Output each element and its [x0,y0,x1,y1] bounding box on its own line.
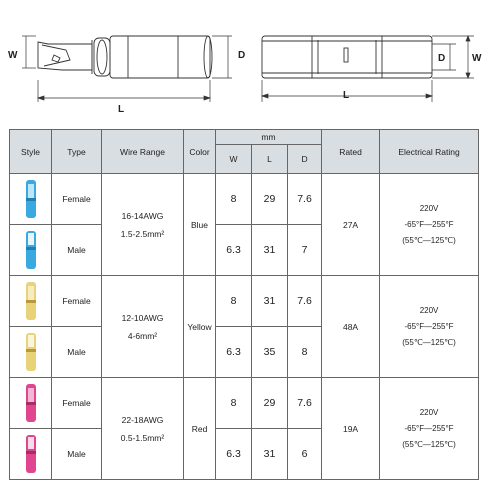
temp-c-text: (55℃—125℃) [402,235,456,245]
color-cell: Blue [184,174,216,276]
w-cell: 6.3 [216,429,252,480]
header-mm: mm [216,130,322,145]
w-cell: 6.3 [216,225,252,276]
awg-text: 16-14AWG [121,210,164,221]
type-cell: Female [52,378,102,429]
l-cell: 31 [252,276,288,327]
mm2-text: 1.5-2.5mm² [120,228,165,239]
l-cell: 29 [252,378,288,429]
d-cell: 7 [288,225,322,276]
header-type: Type [52,130,102,174]
left-d-label: D [238,50,246,61]
voltage-text: 220V [419,305,439,315]
electrical-rating-cell [380,174,479,276]
header-rated: Rated [322,130,380,174]
yellow-female-connector-image [22,280,40,322]
header-wire-range: Wire Range [102,130,184,174]
right-l-label: L [343,90,350,101]
d-cell: 7.6 [288,174,322,225]
table-row [10,276,479,327]
right-w-label: W [472,53,482,64]
electrical-rating-cell [380,378,479,480]
type-cell: Female [52,276,102,327]
electrical-rating-cell [380,276,479,378]
temp-c-text: (55℃—125℃) [402,337,456,347]
w-cell: 8 [216,276,252,327]
dimension-diagrams [0,0,488,118]
wire-range-cell [102,174,184,276]
d-cell: 7.6 [288,276,322,327]
mm2-text: 4-6mm² [127,330,158,341]
header-electrical-rating: Electrical Rating [380,130,479,174]
temp-c-text: (55℃—125℃) [402,439,456,449]
right-d-label: D [438,53,446,64]
left-w-label: W [8,50,18,61]
blue-male-connector-image [22,229,40,271]
type-cell: Male [52,225,102,276]
header-color: Color [184,130,216,174]
mm2-text: 0.5-1.5mm² [120,432,165,443]
style-cell [10,276,52,327]
l-cell: 31 [252,225,288,276]
w-cell: 8 [216,174,252,225]
d-cell: 7.6 [288,378,322,429]
voltage-text: 220V [419,203,439,213]
red-female-connector-image [22,382,40,424]
wire-range-cell [102,378,184,480]
style-cell [10,378,52,429]
table-row [10,174,479,225]
d-cell: 6 [288,429,322,480]
header-l: L [252,145,288,174]
header-d: D [288,145,322,174]
color-cell: Red [184,378,216,480]
table-row [10,378,479,429]
w-cell: 8 [216,378,252,429]
temp-f-text: -65°F—255°F [404,321,454,331]
female-connector-drawing [38,36,212,78]
awg-text: 22-18AWG [121,414,164,425]
yellow-male-connector-image [22,331,40,373]
style-cell [10,225,52,276]
w-cell: 6.3 [216,327,252,378]
rated-cell: 19A [322,378,380,480]
header-style: Style [10,130,52,174]
type-cell: Male [52,429,102,480]
temp-f-text: -65°F—255°F [404,423,454,433]
style-cell [10,429,52,480]
style-cell [10,174,52,225]
d-cell: 8 [288,327,322,378]
l-cell: 29 [252,174,288,225]
type-cell: Female [52,174,102,225]
color-cell: Yellow [184,276,216,378]
voltage-text: 220V [419,407,439,417]
awg-text: 12-10AWG [121,312,164,323]
wire-range-cell [102,276,184,378]
header-w: W [216,145,252,174]
rated-cell: 27A [322,174,380,276]
left-l-label: L [118,104,125,115]
l-cell: 31 [252,429,288,480]
temp-f-text: -65°F—255°F [404,219,454,229]
spec-table [9,129,479,480]
style-cell [10,327,52,378]
blue-female-connector-image [22,178,40,220]
red-male-connector-image [22,433,40,475]
butt-connector-drawing [262,36,432,78]
rated-cell: 48A [322,276,380,378]
type-cell: Male [52,327,102,378]
l-cell: 35 [252,327,288,378]
